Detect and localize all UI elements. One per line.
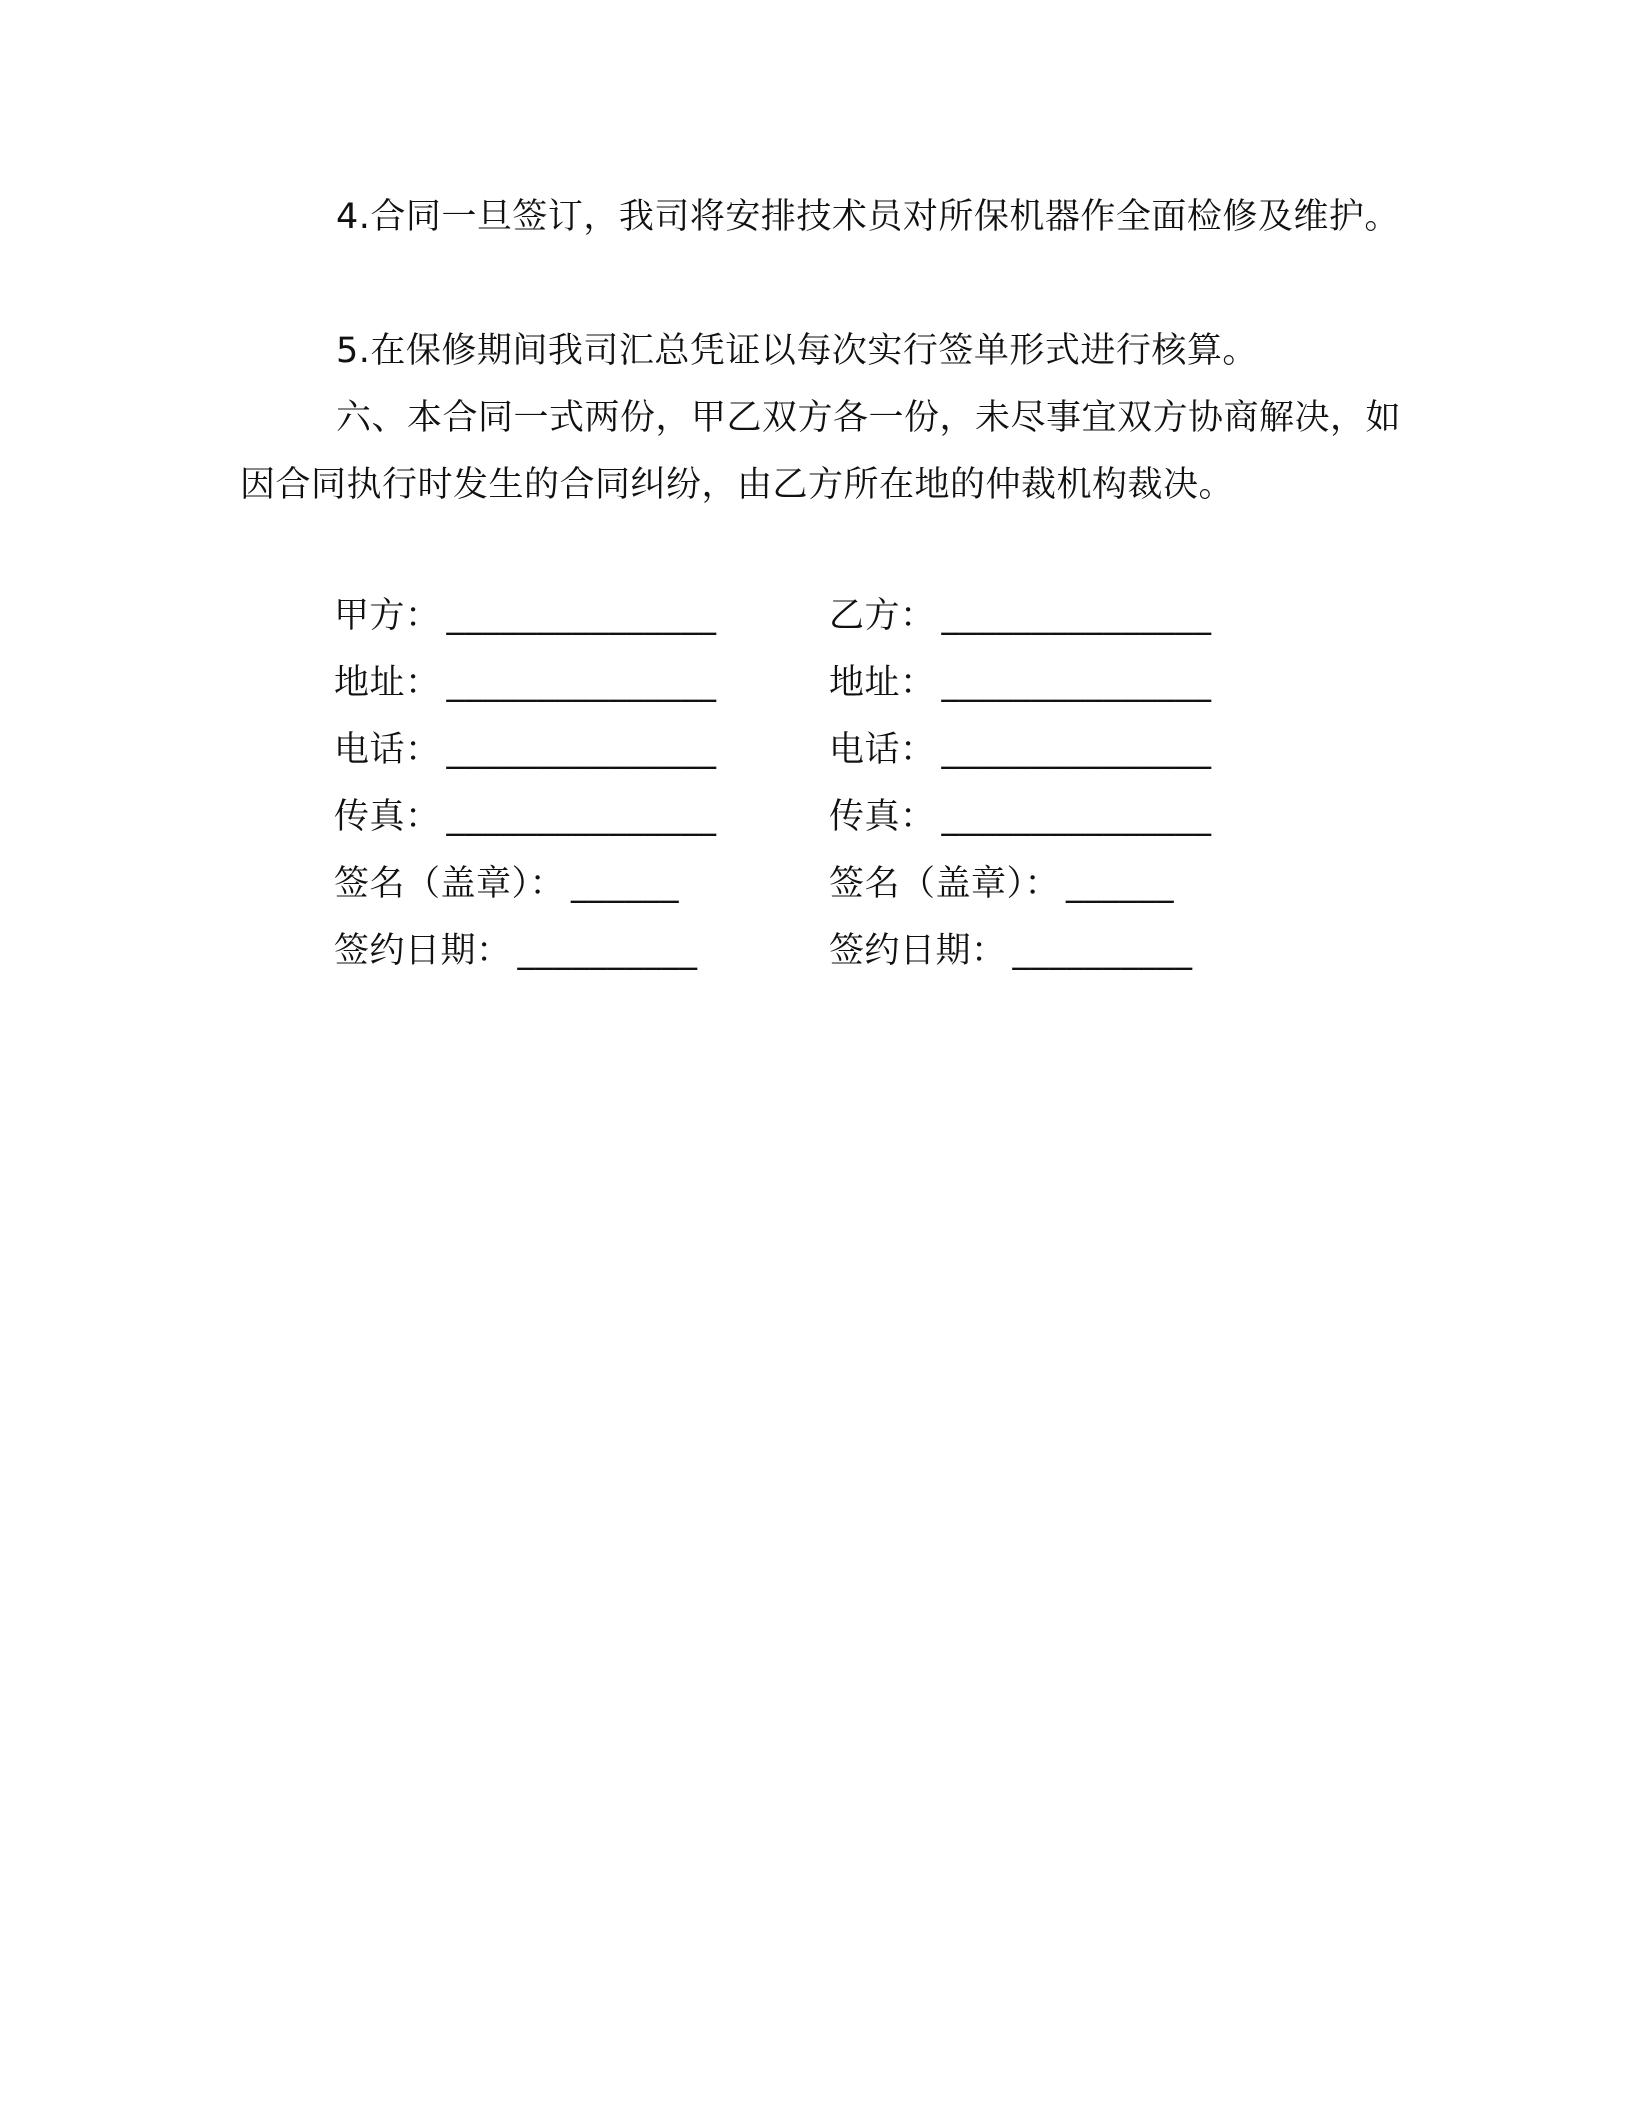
party-b-address-row [829, 650, 1249, 717]
party-a-phone-row [334, 717, 754, 784]
party-a-signature-block [334, 583, 754, 985]
party-a-date-label: 签约日期： [334, 931, 512, 971]
party-b-address-label: 地址： [829, 663, 936, 703]
party-a-fax-label: 传真： [334, 797, 441, 837]
party-b-date-blank: __________ [1012, 931, 1193, 971]
party-a-seal-label: 签名（盖章）： [334, 864, 566, 904]
clause-4-paragraph: 4.合同一旦签订，我司将安排技术员对所保机器作全面检修及维护。 [336, 197, 1400, 237]
party-b-phone-label: 电话： [829, 730, 936, 770]
party-a-address-blank: _______________ [446, 663, 717, 703]
party-a-name-blank: _______________ [446, 596, 717, 636]
party-a-seal-row [334, 851, 754, 918]
party-a-fax-row [334, 784, 754, 851]
party-b-phone-blank: _______________ [941, 730, 1212, 770]
party-a-seal-blank: ______ [571, 864, 680, 904]
party-b-fax-row [829, 784, 1249, 851]
party-b-fax-blank: _______________ [941, 797, 1212, 837]
clause-5-paragraph: 5.在保修期间我司汇总凭证以每次实行签单形式进行核算。 [336, 331, 1258, 371]
party-b-seal-row [829, 851, 1249, 918]
party-b-phone-row [829, 717, 1249, 784]
party-b-date-row [829, 918, 1249, 985]
party-b-name-blank: _______________ [941, 596, 1212, 636]
clause-6-paragraph: 六、本合同一式两份，甲乙双方各一份，未尽事宜双方协商解决，如因合同执行时发生的合同纠纷，由乙方所在地的仲裁机构裁决。 [240, 398, 1402, 505]
party-a-date-row [334, 918, 754, 985]
party-b-seal-blank: ______ [1066, 864, 1175, 904]
party-b-fax-label: 传真： [829, 797, 936, 837]
party-a-name-row [334, 583, 754, 650]
party-b-seal-label: 签名（盖章）： [829, 864, 1061, 904]
party-a-name-label: 甲方： [334, 596, 441, 636]
party-b-name-row [829, 583, 1249, 650]
party-a-phone-label: 电话： [334, 730, 441, 770]
party-b-date-label: 签约日期： [829, 931, 1007, 971]
party-a-phone-blank: _______________ [446, 730, 717, 770]
party-a-date-blank: __________ [517, 931, 698, 971]
party-a-address-label: 地址： [334, 663, 441, 703]
party-b-name-label: 乙方： [829, 596, 936, 636]
party-b-signature-block [829, 583, 1249, 985]
party-a-fax-blank: _______________ [446, 797, 717, 837]
party-a-address-row [334, 650, 754, 717]
party-b-address-blank: _______________ [941, 663, 1212, 703]
